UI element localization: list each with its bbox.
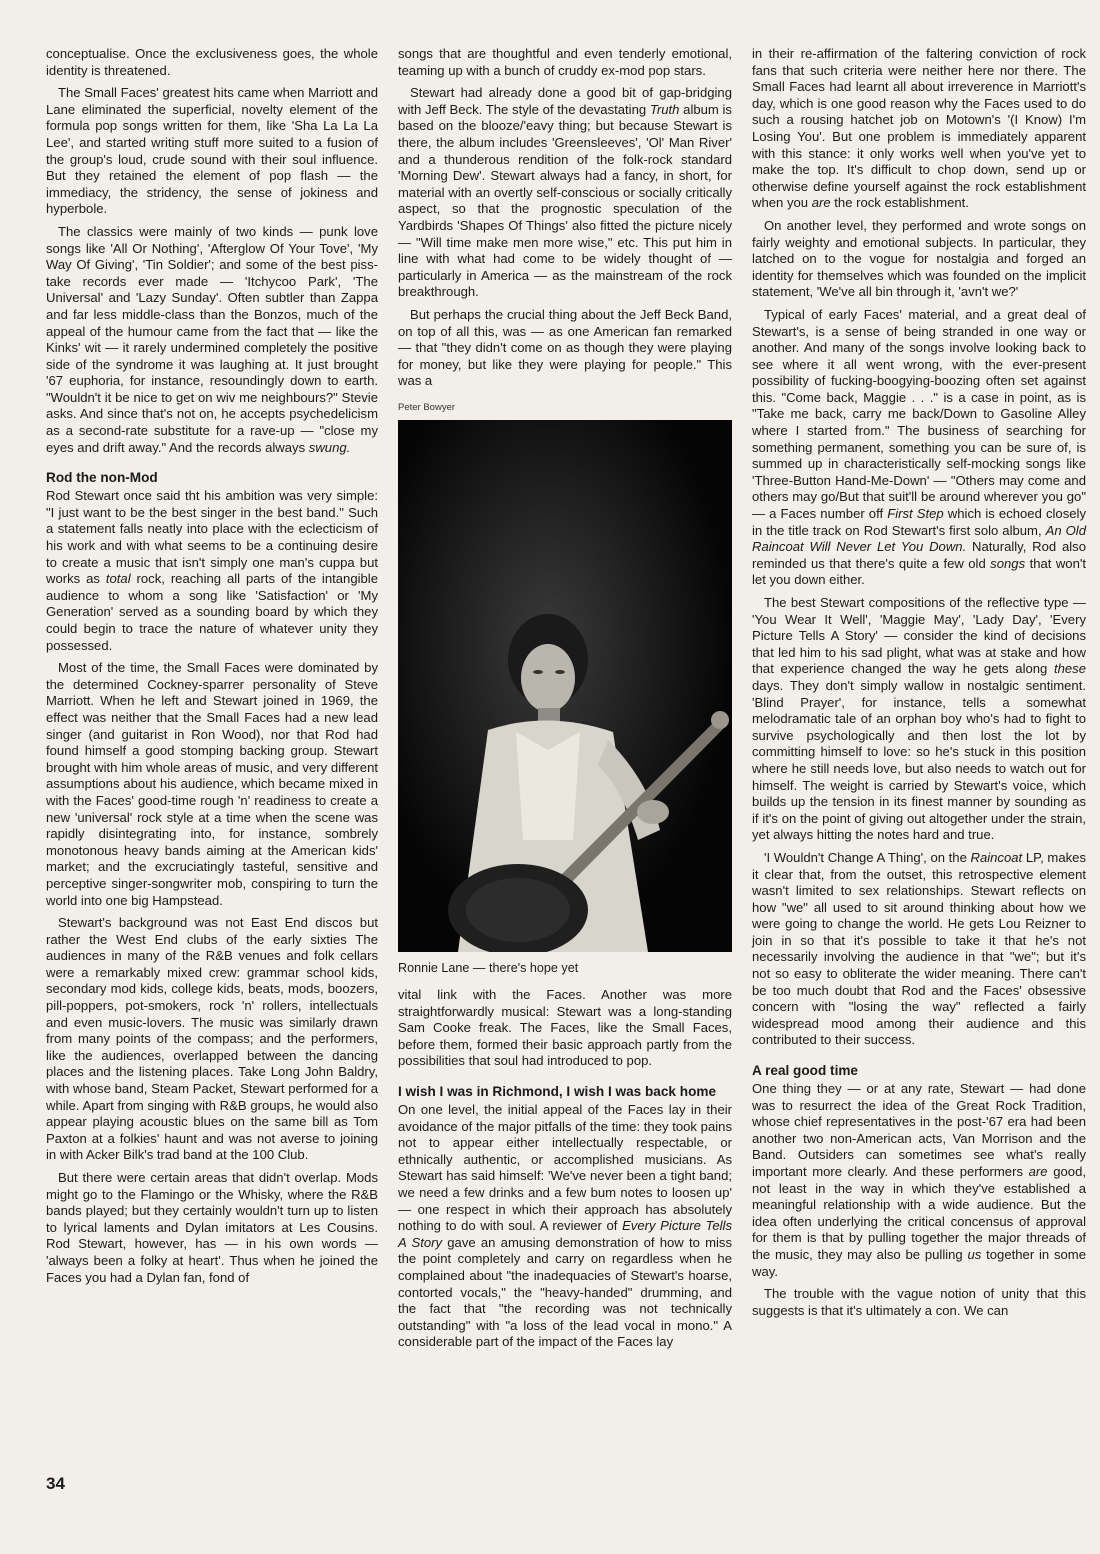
column-3 <box>752 46 1086 1325</box>
photo-caption: Ronnie Lane — there's hope yet <box>398 961 579 976</box>
photo-illustration <box>398 420 732 952</box>
paragraph: On another level, they performed and wrote songs on fairly weighty and emotional subjects. In particular, they latched on to the vogue for nostalgia and forged an identity for themselves which was founded on the implicit statement, 'We've all bin through it, 'avn't we?' <box>752 217 1086 300</box>
paragraph: Most of the time, the Small Faces were dominated by the determined Cockney-sparrer personality of Steve Marriott. When he left and Stewart joined in 1969, the effect was neither that the Small Faces had a new lead singer (and guitarist in Ron Wood), nor that Rod had found himself a good stomping backing group. Stewart brought with him whole areas of music, and very different assumptions about his audience, which became mixed in with the Faces' good-time rough 'n' readiness to create a new 'universal' rock style at a time when the scene was rapidly disintegrating into, for instance, sombrely monotonous heavy bands aiming at the American kids' market; and the excruciatingly tasteful, sensitive and perceptive singer-songwriter mob, conspiring to turn the world into one big Hampstead. <box>46 660 378 908</box>
paragraph: The classics were mainly of two kinds — punk love songs like 'All Or Nothing', 'Afterglow Of Your Tove', 'My Way Of Giving', 'Tin Soldier'; and some of the best piss-take records ever made — 'Itchycoo Park', 'The Universal' and 'Lazy Sunday'. Often subtler than Zappa and far less middle-class than the Bonzos, much of the appeal of the humour came from the fact that — like the Kinks' wit — it rarely undermined completely the positive side of the syndrome it was laughing at. It just brought '67 euphoria, for instance, resoundingly down to earth. "Wouldn't it be nice to get on wiv me neighbours?" Stevie asks. And since that's not on, he accepts psychedelicism as a second-rate substitute for a rave-up — "close my eyes and drift away." And the records always swung. <box>46 223 378 455</box>
paragraph: vital link with the Faces. Another was more straightforwardly musical: Stewart was a long-standing Sam Cooke freak. The Faces, like the Small Faces, before them, formed their basic approach partly from the possibilities that soul had introduced to pop. <box>398 987 732 1069</box>
paragraph: The Small Faces' greatest hits came when Marriott and Lane eliminated the superficial, novelty element of the formula pop songs written for them, like 'Sha La La La Lee', and started writing stuff more suited to a fusion of the group's loud, crude sound with their soul influence. But they retained the element of pop flash — the immediacy, the stridency, the sense of jokiness and hyperbole. <box>46 85 378 217</box>
paragraph: The trouble with the vague notion of unity that this suggests is that it's ultimately a con. We can <box>752 1286 1086 1318</box>
paragraph: Stewart had already done a good bit of gap-bridging with Jeff Beck. The style of the devastating Truth album is based on the blooze/'eavy thing; but because Stewart is there, the album includes 'Greensleeves', 'Ol' Man River' and a thunderous rendition of the folk-rock standard 'Morning Dew'. Stewart always had a fancy, in short, for material with an overtly self-conscious or socially critically aspect, so that the prognostic speculation of the Yardbirds 'Shapes Of Things' also fitted the picture nicely — "Will time make men more wise," etc. This put him in line with what had come to be widely thought of — particularly in America — as the mainstream of the rock breakthrough. <box>398 85 732 300</box>
paragraph: 'I Wouldn't Change A Thing', on the Raincoat LP, makes it clear that, from the outset, this retrospective element wasn't limited to sex relationships. Stewart reflects on how "we" all used to sit around thinking about how we were going to change the world. He gets Lou Reizner to join in so that it's possible to take it that he's not necessarily involving the audience in that "we"; but it's not so easy to obliterate the wider meaning. There can't be too much doubt that Rod and the Faces' obsessive concern with "losing the way" reflected a fairly widespread mood among their audience and this contributed to their success. <box>752 849 1086 1048</box>
column-2 <box>398 46 732 1357</box>
paragraph: The best Stewart compositions of the reflective type — 'You Wear It Well', 'Maggie May', 'Lady Day', 'Every Picture Tells A Story' — consider the kind of decisions that led him to his sad plight, what was at stake and how that experience changed the way he gets along these days. They don't simply wallow in nostalgic sentiment. 'Blind Prayer', for instance, tells a somewhat melodramatic tale of an orphan boy who's had to fight to survive psychologically and then lost the lot by committing himself to love: so he's stuck in this position where he still needs love, but also needs to watch out for himself. The weight is carried by Stewart's voice, which builds up the tension in its finest manner by sounding as if it's on the point of giving out altogether under the strain, yet always hitting the notes hard and true. <box>752 595 1086 843</box>
section-heading: I wish I was in Richmond, I wish I was back home <box>398 1084 717 1100</box>
paragraph: But there were certain areas that didn't overlap. Mods might go to the Flamingo or the Whisky, where the R&B bands played; but they certainly wouldn't turn up to listen to lyrical laments and Dylan imitators at Les Cousins. Rod Stewart, however, has — in his own words — 'always been a folky at heart'. Thus when he joined the Faces you had a Dylan fan, fond of <box>46 1170 378 1285</box>
paragraph: One thing they — or at any rate, Stewart — had done was to resurrect the idea of the Great Rock Tradition, whose chief representatives in the post-'67 era had been another two non-American acts, Van Morrison and the Band. Outsiders can sometimes see what's really important more clearly. And these performers are good, not least in the way in which they've established a meaningful relationship with a wide audience. But the idea often underlying the critical concensus of approval for them is that by pulling together the major threads of the music, they may also be pulling us together in some way. <box>752 1081 1086 1279</box>
concert-photo <box>398 420 732 952</box>
paragraph: Typical of early Faces' material, and a great deal of Stewart's, is a sense of being stranded in one way or another. And many of the songs involve looking back to see where it all went wrong, with the ever-present possibility of fucking-boogying-boozing often set against this. "Come back, Maggie . . ." is a case in point, as is "Take me back, carry me back/Down to Gasoline Alley where I started from." The business of searching for something permanent, something you can be sure of, is summed up in characteristically self-mocking songs like 'Three-Button Hand-Me-Down' — "Others may come and others may go/But that suit'll be around wherever you go" — a Faces number off First Step which is echoed closely in the title track on Rod Stewart's first solo album, An Old Raincoat Will Never Let You Down. Naturally, Rod also reminded us that there's quite a few old songs that won't let you down either. <box>752 306 1087 588</box>
section-heading: A real good time <box>752 1063 858 1079</box>
page-number: 34 <box>46 1474 65 1493</box>
paragraph: in their re-affirmation of the faltering conviction of rock fans that such criteria were neither here nor there. The Small Faces had learnt all about irreverence in Marriott's day, which is one good reason why the Faces used to do such a rousing hatchet job on Motown's '(I Know) I'm Losing You'. But one problem is immediately apparent with this stance: it only works well when you've yet to make the top. It's difficult to chop down, send up or otherwise define yourself against the rock establishment when you are the rock establishment. <box>752 46 1086 211</box>
photo-credit: Peter Bowyer <box>398 401 456 413</box>
paragraph: Rod Stewart once said tht his ambition was very simple: "I just want to be the best singer in the best band." Such a statement falls neatly into place with the eclecticism of his work and with what seems to be a continuing desire to create a music that isn't simply one man's cuppa but works as total rock, reaching all parts of the intangible audience to whom a song like 'Satisfaction' or 'My Generation' served as a sounding board by which they could begin to trace the nature of whatever unity they possessed. <box>46 488 378 653</box>
paragraph: Stewart's background was not East End discos but rather the West End clubs of the early sixties The audiences in many of the R&B venues and folk cellars were a remarkably mixed crew: grammar school kids, secondary mod kids, college kids, beats, mods, boozers, pill-poppers, pot-smokers, rock 'n' rollers, intellectuals and even music-lovers. The music was similarly drawn from many points of the compass; and the performers, like the audiences, overlapped between the dancing places and the listening places. Take Long John Baldry, with whose band, Steam Packet, Stewart performed for a while. Apart from singing with R&B groups, he would also appear playing acoustic blues on the same bill as Tom Paxton at a folkies' haunt and was not averse to joining in with Acker Bilk's trad band at the 100 Club. <box>46 915 378 1163</box>
paragraph: On one level, the initial appeal of the Faces lay in their avoidance of the major pitfalls of the time: they took pains not to appear either intellectually respectable, or ethnically authentic, or accomplished musicians. As Stewart has said himself: 'We've never been a tight band; we need a few drinks and a few bum notes to loosen up' — one respect in which their approach has absolutely nothing to do with soul. A reviewer of Every Picture Tells A Story gave an amusing demonstration of how to miss the point completely and carry on regardless when he complained about "the inadequacies of Stewart's hoarse, contorted vocals," the "heavy-handed" drumming, and the fact that "the recording was not technically outstanding" with "a loss of the lead vocal in mono." A considerable part of the impact of the Faces lay <box>398 1102 732 1350</box>
paragraph: conceptualise. Once the exclusiveness goes, the whole identity is threatened. <box>46 46 378 78</box>
paragraph: But perhaps the crucial thing about the Jeff Beck Band, on top of all this, was — as one American fan remarked — that "they didn't come on as though they were playing for money, but like they were playing for people." This was a <box>398 306 732 389</box>
column-1 <box>46 46 378 1292</box>
paragraph: songs that are thoughtful and even tenderly emotional, teaming up with a bunch of cruddy ex-mod pop stars. <box>398 46 732 78</box>
section-heading: Rod the non-Mod <box>46 470 158 486</box>
